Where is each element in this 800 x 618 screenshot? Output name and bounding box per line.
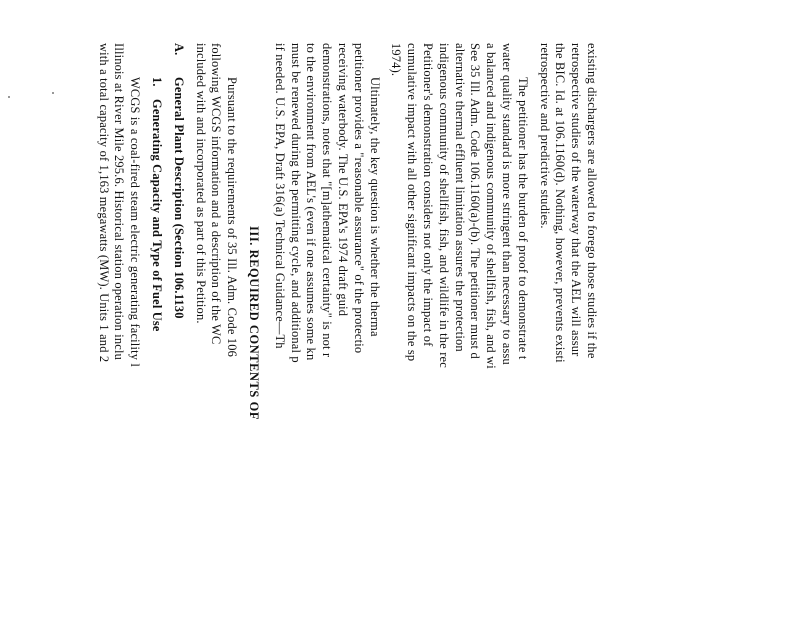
text-line: existing dischargers are allowed to forego those studies if the xyxy=(585,43,599,359)
paragraph-key-question xyxy=(271,43,382,603)
text-line: Pursuant to the requirements of 35 Ill. Adm. Code 106 xyxy=(225,77,240,358)
paragraph-existing-dischargers xyxy=(536,43,599,603)
text-line: petitioner provides a "reasonable assurance" of the protectio xyxy=(351,43,366,354)
paragraph-wcgs-description xyxy=(95,43,142,603)
subsection-a-label: A. xyxy=(171,43,186,56)
text-line: included with and incorporated as part of this Petition. xyxy=(193,43,208,324)
text-line: cumulative impact with all other significant impacts on the sp xyxy=(405,43,420,362)
text-line: water quality standard is more stringent than necessary to assu xyxy=(500,43,515,365)
paragraph-burden-of-proof xyxy=(388,43,530,603)
paragraph-pursuant xyxy=(192,43,239,603)
text-line: 1974). xyxy=(389,43,404,77)
text-line: following WCGS information and a description of the WC xyxy=(209,43,224,345)
text-line: if needed. U.S. EPA, Draft 316(a) Technical Guidance—Th xyxy=(272,43,287,349)
text-line: to the environment from AEL's (even if one assumes some kn xyxy=(304,43,319,361)
text-line: must be renewed during the permitting cycle, and additional p xyxy=(288,43,303,363)
scan-speck xyxy=(8,96,10,98)
rotated-document-page xyxy=(96,43,599,603)
text-line: the BIC. Id. at 106.1160(d). Nothing, however, prevents existi xyxy=(553,43,568,363)
text-line: The petitioner has the burden of proof to demonstrate t xyxy=(515,77,530,360)
text-line: retrospective studies of the waterway that the AEL will assur xyxy=(569,43,584,357)
subsection-a-title: General Plant Description (Section 106.1130 xyxy=(171,77,186,319)
subsection-1-label: 1. xyxy=(150,77,165,87)
text-line: Illinois at River Mile 295.6. Historical station operation inclu xyxy=(112,43,127,361)
text-line: Petitioner's demonstration considers not only the impact of xyxy=(421,43,436,347)
text-line: with a total capacity of 1,163 megawatts (MW). Units 1 and 2 xyxy=(96,43,111,363)
text-line: receiving waterbody. The U.S. EPA's 1974 draft guid xyxy=(336,43,351,317)
text-line: See 35 Ill. Adm. Code 106.1160(a)-(b). The petitioner must d xyxy=(468,43,483,359)
text-line: demonstrations, notes that "[m]athematical certainty" is not r xyxy=(320,43,335,358)
text-line: alternative thermal effluent limitation assures the protection xyxy=(452,43,467,352)
text-line: Ultimately, the key question is whether the therma xyxy=(367,77,382,337)
text-line: a balanced and indigenous community of shellfish, fish, and wi xyxy=(484,43,499,369)
section-heading: III. REQUIRED CONTENTS OF xyxy=(247,225,262,420)
text-line: retrospective and predictive studies. xyxy=(537,43,552,229)
subsection-1-title: Generating Capacity and Type of Fuel Use xyxy=(150,99,165,332)
subsection-1-heading xyxy=(148,43,164,603)
scan-speck xyxy=(52,92,54,94)
subsection-a-heading xyxy=(170,43,186,603)
text-line: indigenous community of shellfish, fish, and wildlife in the rec xyxy=(436,43,451,368)
text-line: WCGS is a coal-fired steam electric generating facility l xyxy=(128,77,143,368)
